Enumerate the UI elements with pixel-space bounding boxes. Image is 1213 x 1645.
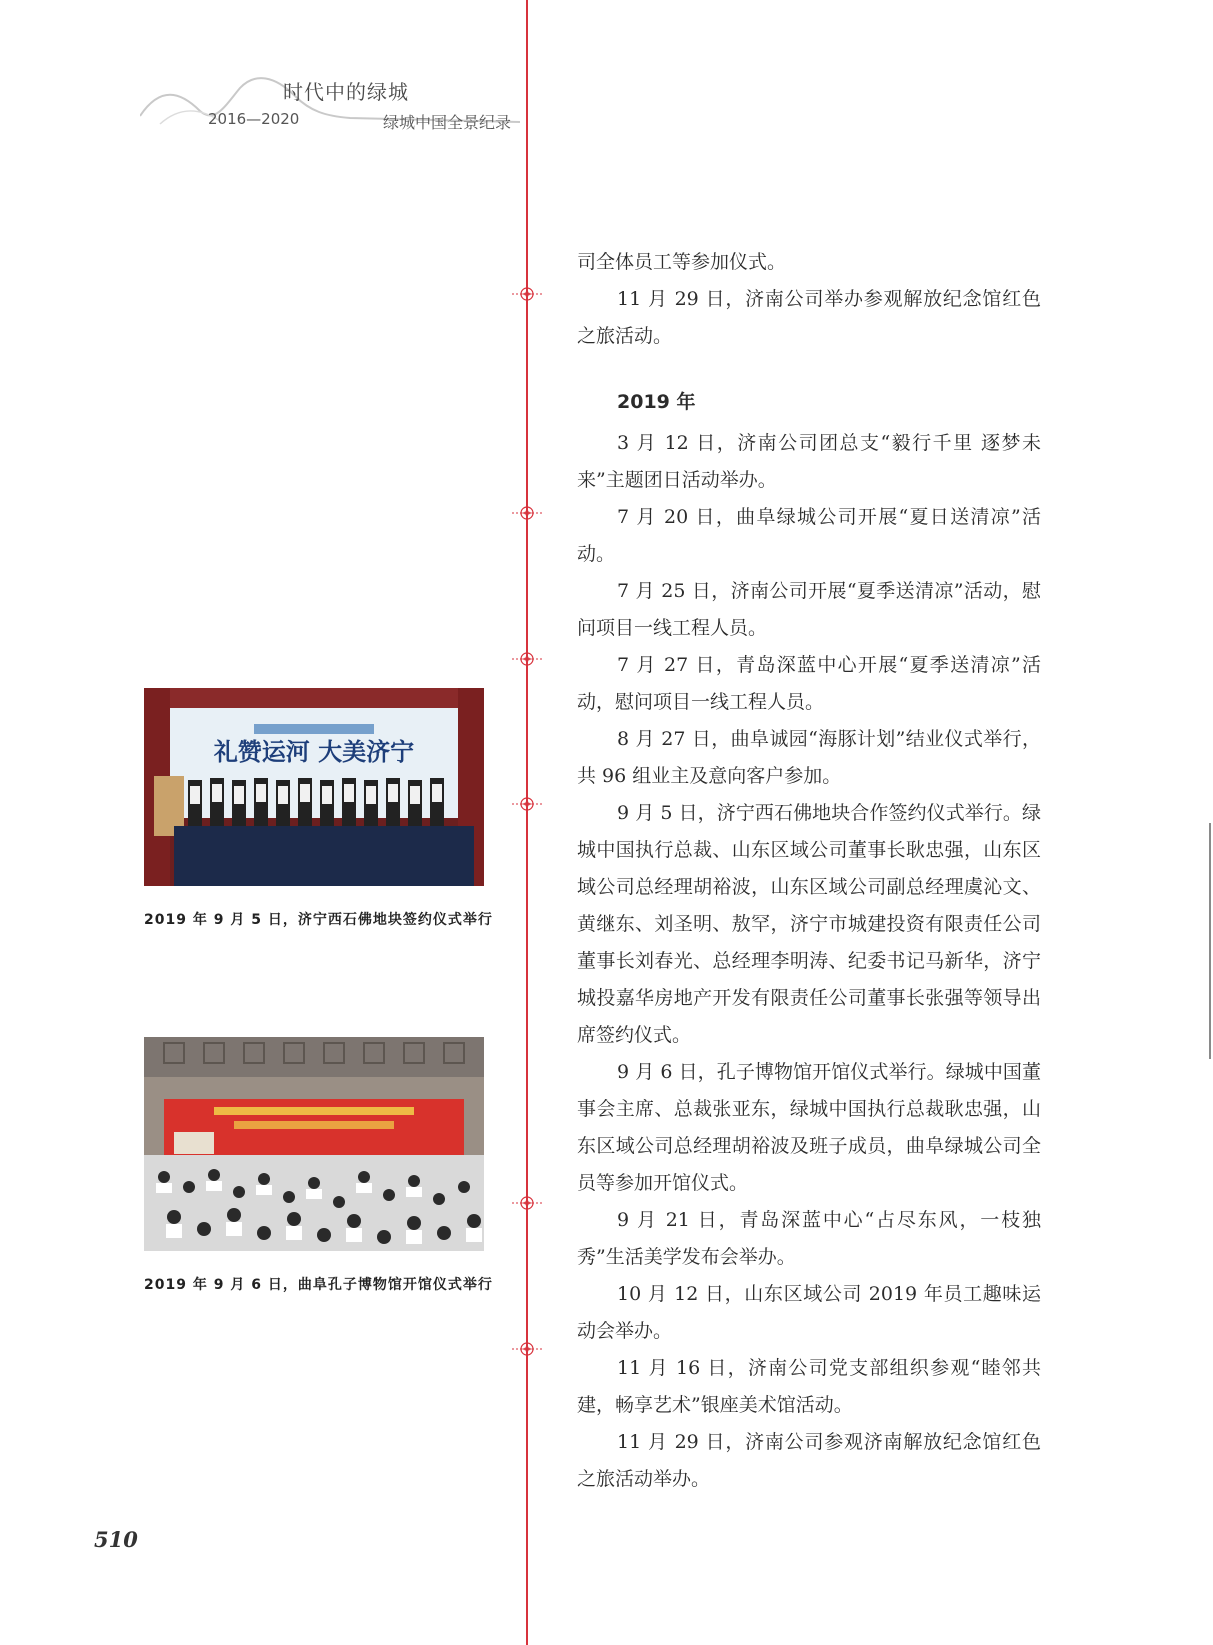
- timeline-marker: [512, 1193, 542, 1213]
- photo-signing-ceremony: [144, 688, 484, 886]
- event-paragraph: 11 月 29 日，济南公司举办参观解放纪念馆红色之旅活动。: [577, 288, 1041, 347]
- continuation-paragraph: 司全体员工等参加仪式。: [577, 251, 787, 273]
- photo-museum-opening: [144, 1037, 484, 1251]
- header-title: 时代中的绿城: [283, 80, 409, 104]
- timeline-marker: [512, 794, 542, 814]
- timeline-marker: [512, 1339, 542, 1359]
- photo-banner-text: 礼赞运河 大美济宁: [213, 737, 415, 766]
- timeline-marker: [512, 284, 542, 304]
- timeline-marker: [512, 649, 542, 669]
- timeline-line: [526, 0, 528, 1645]
- photo-caption: 2019 年 9 月 5 日，济宁西石佛地块签约仪式举行: [144, 912, 493, 928]
- header-subtitle: 绿城中国全景纪录: [383, 113, 512, 132]
- event-paragraph: 11 月 29 日，济南公司参观济南解放纪念馆红色之旅活动举办。: [577, 1431, 1041, 1490]
- page-number: 510: [94, 1527, 138, 1552]
- page-edge-mark: [1209, 823, 1211, 1059]
- event-paragraph: 7 月 20 日，曲阜绿城公司开展“夏日送清凉”活动。: [577, 506, 1041, 565]
- year-heading: 2019 年: [617, 391, 696, 413]
- event-paragraph: 9 月 21 日，青岛深蓝中心“占尽东风，一枝独秀”生活美学发布会举办。: [577, 1209, 1041, 1268]
- timeline-text-column: [577, 244, 1041, 1498]
- timeline-marker: [512, 503, 542, 523]
- event-paragraph: 10 月 12 日，山东区域公司 2019 年员工趣味运动会举办。: [577, 1283, 1041, 1342]
- photo-caption: 2019 年 9 月 6 日，曲阜孔子博物馆开馆仪式举行: [144, 1277, 493, 1293]
- event-paragraph: 7 月 27 日，青岛深蓝中心开展“夏季送清凉”活动，慰问项目一线工程人员。: [577, 654, 1041, 713]
- event-paragraph: 11 月 16 日，济南公司党支部组织参观“睦邻共建，畅享艺术”银座美术馆活动。: [577, 1357, 1041, 1416]
- header-years: 2016—2020: [208, 110, 300, 128]
- event-paragraph: 8 月 27 日，曲阜诚园“海豚计划”结业仪式举行，共 96 组业主及意向客户参加。: [577, 728, 1041, 787]
- event-paragraph: 3 月 12 日，济南公司团总支“毅行千里 逐梦未来”主题团日活动举办。: [577, 432, 1041, 491]
- event-paragraph: 7 月 25 日，济南公司开展“夏季送清凉”活动，慰问项目一线工程人员。: [577, 580, 1041, 639]
- event-paragraph: 9 月 6 日，孔子博物馆开馆仪式举行。绿城中国董事会主席、总裁张亚东，绿城中国执行总裁耿忠强，山东区域公司总经理胡裕波及班子成员，曲阜绿城公司全员等参加开馆仪式。: [577, 1061, 1041, 1194]
- event-paragraph: 9 月 5 日，济宁西石佛地块合作签约仪式举行。绿城中国执行总裁、山东区域公司董事长耿忠强，山东区域公司总经理胡裕波，山东区域公司副总经理虞沁文、黄继东、刘圣明、敖罕，济宁市城建投资有限责任公司董事长刘春光、总经理李明涛、纪委书记马新华，济宁城投嘉华房地产开发有限责任公司董事长张强等领导出席签约仪式。: [577, 802, 1041, 1046]
